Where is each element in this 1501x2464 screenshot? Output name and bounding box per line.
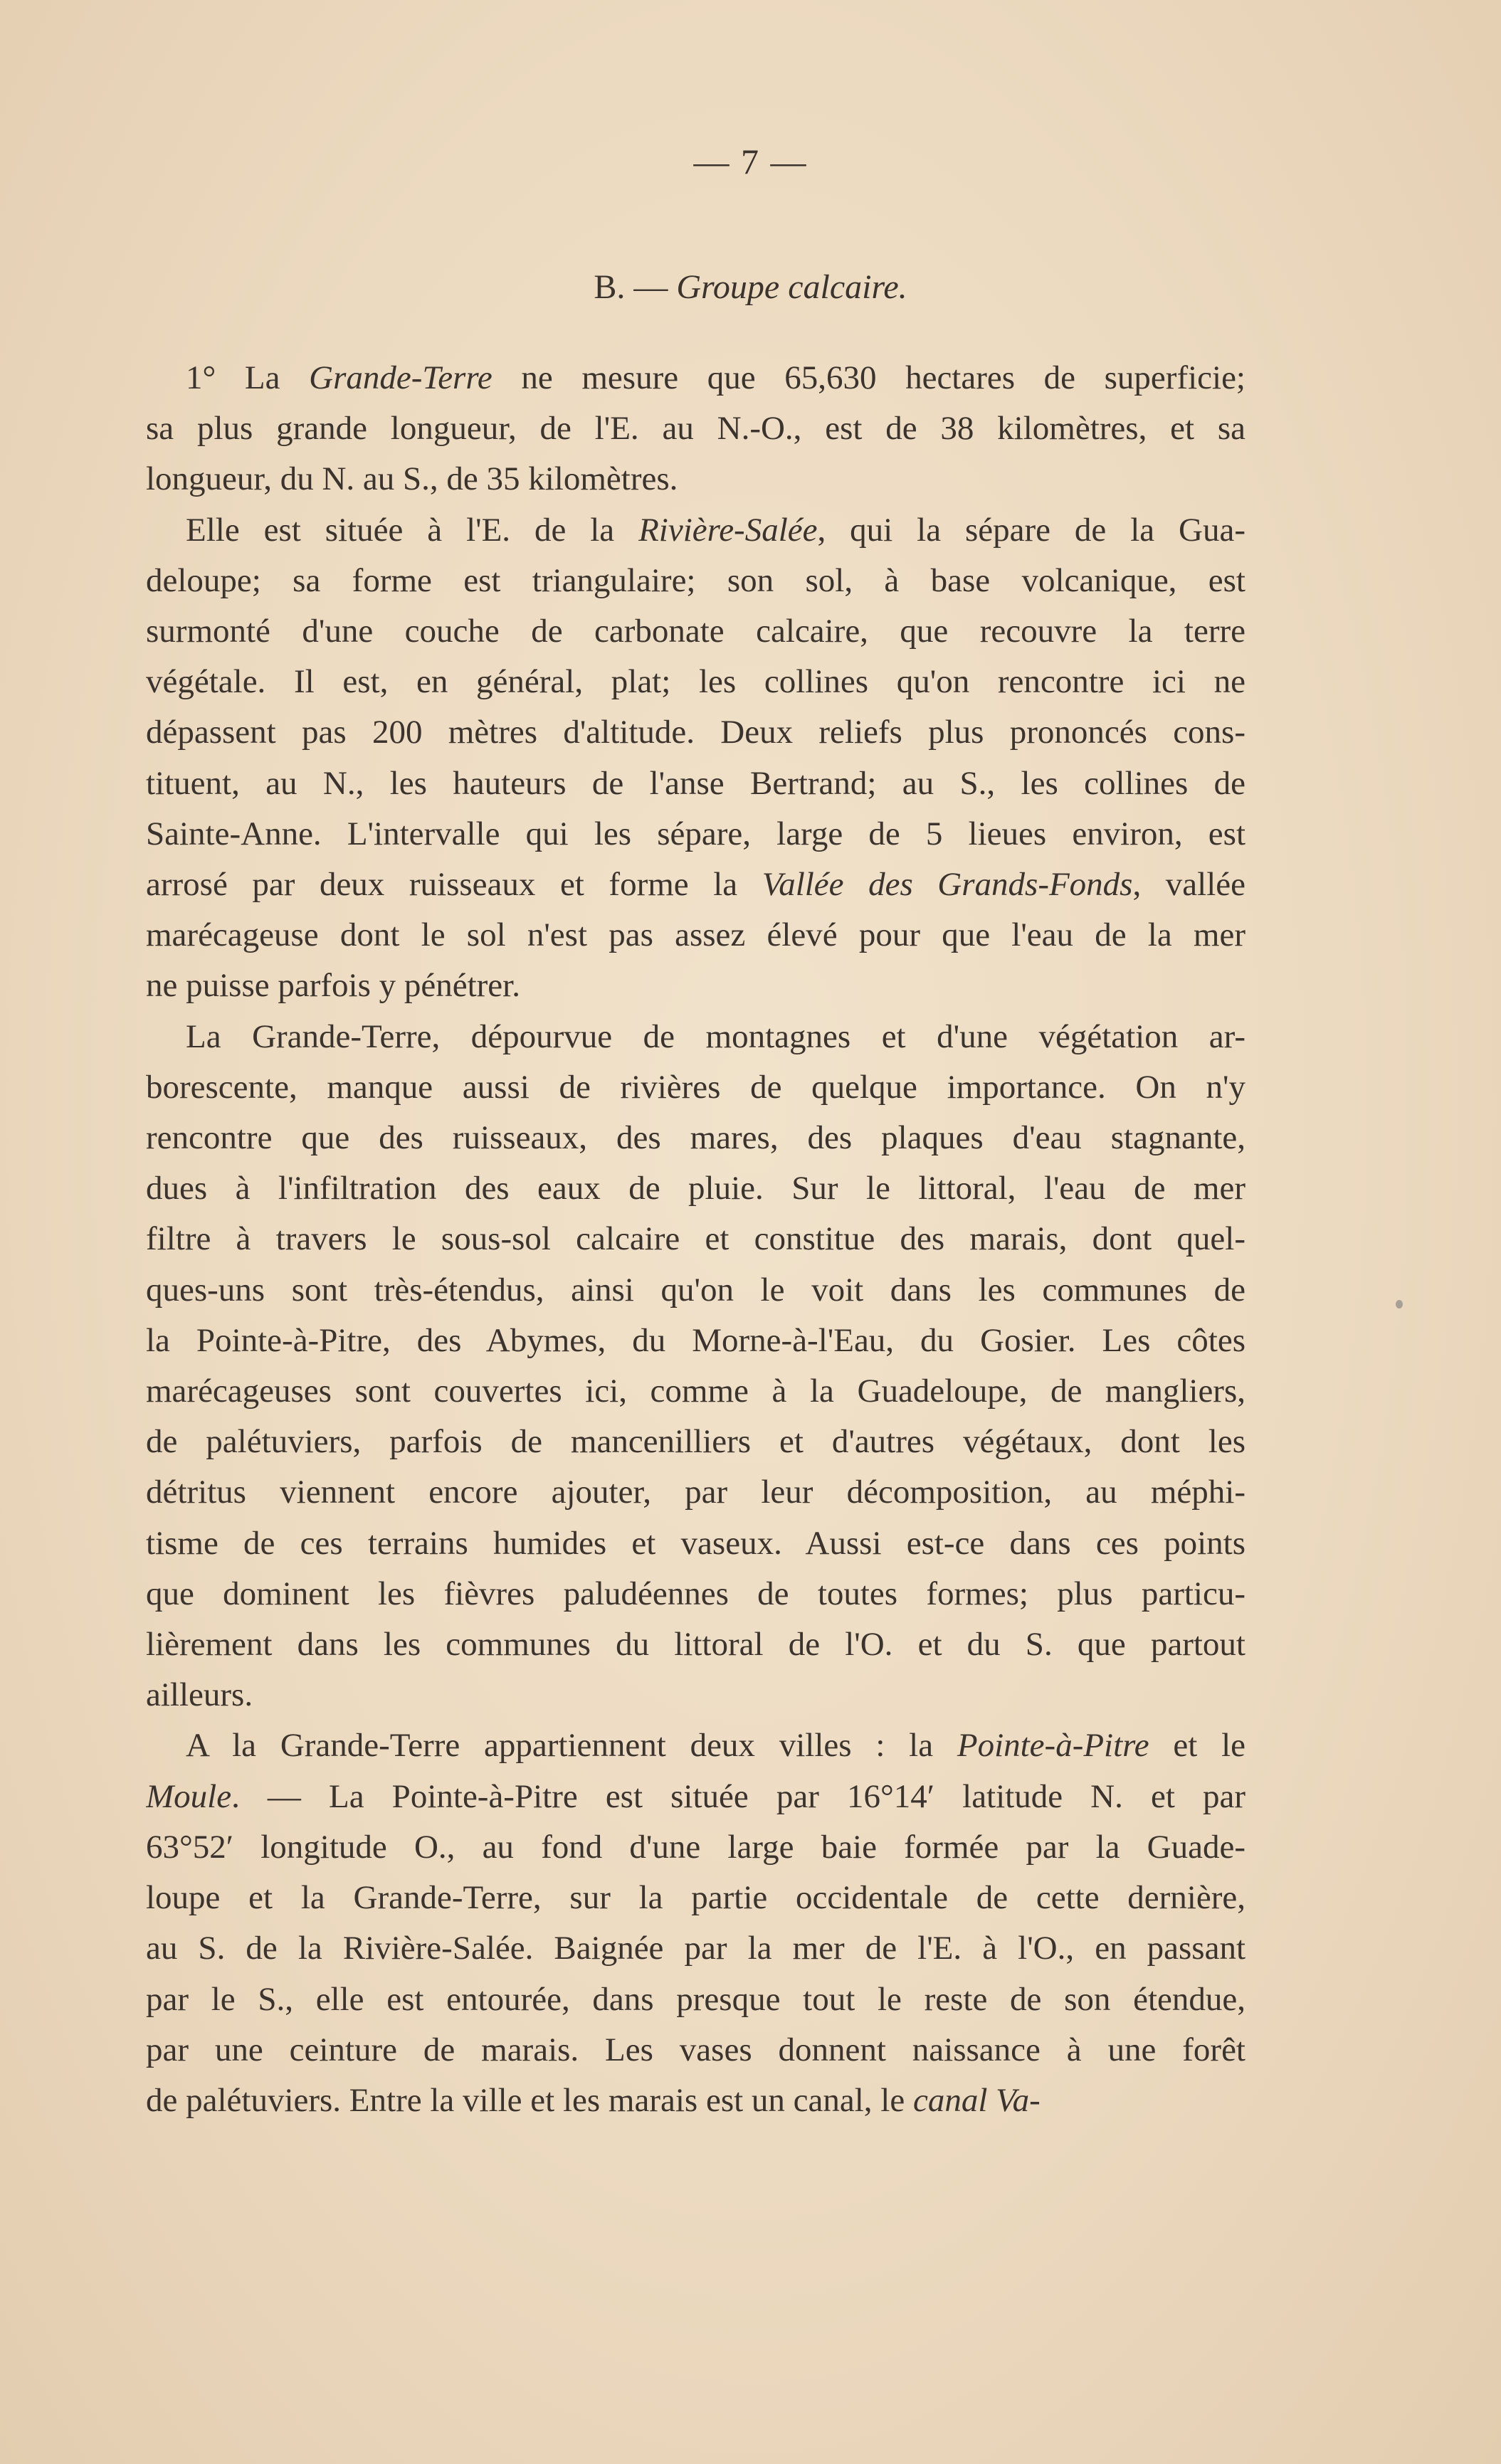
text-line	[146, 1518, 1245, 1569]
text-run: Elle est située à l'E. de la	[186, 511, 639, 549]
paragraph	[146, 505, 1245, 1012]
italic-text: Vallée des Grands-Fonds	[762, 866, 1133, 904]
text-line	[146, 961, 1245, 1011]
text-run: ailleurs.	[146, 1676, 253, 1714]
text-run: dues à l'infiltration des eaux de pluie. Sur le littoral, l'eau de mer	[146, 1170, 1245, 1207]
text-line	[146, 353, 1245, 403]
text-line	[146, 505, 1245, 556]
section-heading-title: Groupe calcaire.	[676, 268, 907, 306]
text-line	[146, 1366, 1245, 1417]
text-run: sa plus grande longueur, de l'E. au N.-O., est de 38 kilomètres, et sa	[146, 410, 1245, 448]
text-run: filtre à travers le sous-sol calcaire et constitue des marais, dont quel-	[146, 1220, 1245, 1258]
text-run: que dominent les fièvres paludéennes de toutes formes; plus particu-	[146, 1575, 1245, 1612]
italic-text: Rivière-Salée	[638, 511, 818, 549]
section-heading-prefix: B. —	[594, 268, 677, 306]
text-run: , vallée	[1132, 866, 1245, 904]
text-line	[146, 1062, 1245, 1113]
text-line	[146, 1619, 1245, 1670]
text-line	[146, 809, 1245, 860]
text-line	[146, 1569, 1245, 1619]
paragraph	[146, 1012, 1245, 1721]
italic-text: canal Va-	[912, 2081, 1041, 2119]
text-run: détritus viennent encore ajouter, par leur décomposition, au méphi-	[146, 1474, 1245, 1511]
text-run: 1° La	[186, 359, 310, 396]
text-line	[146, 1214, 1245, 1264]
text-line	[146, 1873, 1245, 1923]
text-run: tisme de ces terrains humides et vaseux. Aussi est-ce dans ces points	[146, 1524, 1245, 1562]
page-blemish	[1396, 1300, 1403, 1308]
text-line	[146, 1822, 1245, 1873]
text-run: A la Grande-Terre appartiennent deux villes : la	[186, 1727, 957, 1765]
text-run: longueur, du N. au S., de 35 kilomètres.	[146, 460, 678, 498]
text-line	[146, 758, 1245, 809]
text-line	[146, 2076, 1245, 2126]
italic-text: Moule	[146, 1777, 232, 1815]
text-run: surmonté d'une couche de carbonate calcaire, que recouvre la terre	[146, 613, 1245, 650]
text-line	[146, 1316, 1245, 1366]
text-run: . — La Pointe-à-Pitre est située par 16°14′ latitude N. et par	[231, 1777, 1245, 1815]
text-run: de palétuviers. Entre la ville et les marais est un canal, le	[146, 2081, 913, 2119]
text-line	[146, 1163, 1245, 1214]
text-run: par une ceinture de marais. Les vases donnent naissance à une forêt	[146, 2031, 1245, 2068]
italic-text: Pointe-à-Pitre	[957, 1727, 1149, 1765]
body-text	[146, 353, 1245, 2126]
text-run: de palétuviers, parfois de mancenilliers et d'autres végétaux, dont les	[146, 1423, 1245, 1461]
text-line	[146, 707, 1245, 758]
text-run: ne puisse parfois y pénétrer.	[146, 967, 520, 1005]
paragraph	[146, 353, 1245, 505]
text-run: ne mesure que 65,630 hectares de superficie;	[492, 359, 1245, 396]
text-run: La Grande-Terre, dépourvue de montagnes et d'une végétation ar-	[186, 1017, 1245, 1055]
text-run: lièrement dans les communes du littoral de l'O. et du S. que partout	[146, 1626, 1245, 1664]
text-line	[146, 1670, 1245, 1720]
text-line	[146, 1113, 1245, 1163]
text-line	[146, 1772, 1245, 1822]
text-line	[146, 403, 1245, 454]
text-run: et le	[1149, 1727, 1245, 1765]
text-run: marécageuses sont couvertes ici, comme à la Guadeloupe, de mangliers,	[146, 1373, 1245, 1410]
text-line	[146, 1974, 1245, 2025]
text-line	[146, 606, 1245, 657]
text-run: deloupe; sa forme est triangulaire; son sol, à base volcanique, est	[146, 561, 1245, 599]
text-run: dépassent pas 200 mètres d'altitude. Deux reliefs plus prononcés cons-	[146, 714, 1245, 751]
text-run: 63°52′ longitude O., au fond d'une large baie formée par la Guade-	[146, 1828, 1245, 1866]
text-run: borescente, manque aussi de rivières de quelque importance. On n'y	[146, 1068, 1245, 1106]
text-line	[146, 860, 1245, 910]
text-line	[146, 1720, 1245, 1771]
text-run: au S. de la Rivière-Salée. Baignée par la mer de l'E. à l'O., en passant	[146, 1930, 1245, 1967]
text-run: ques-uns sont très-étendus, ainsi qu'on le voit dans les communes de	[146, 1271, 1245, 1308]
text-run: arrosé par deux ruisseaux et forme la	[146, 866, 762, 904]
text-line	[146, 1923, 1245, 1974]
italic-text: Grande-Terre	[309, 359, 493, 396]
text-run: Sainte-Anne. L'intervalle qui les sépare, large de 5 lieues environ, est	[146, 815, 1245, 852]
text-run: par le S., elle est entourée, dans presque tout le reste de son étendue,	[146, 1980, 1245, 2018]
text-run: la Pointe-à-Pitre, des Abymes, du Morne-à-l'Eau, du Gosier. Les côtes	[146, 1321, 1245, 1359]
text-run: végétale. Il est, en général, plat; les collines qu'on rencontre ici ne	[146, 663, 1245, 701]
text-run: loupe et la Grande-Terre, sur la partie occidentale de cette dernière,	[146, 1879, 1245, 1917]
text-line	[146, 1012, 1245, 1062]
text-run: tituent, au N., les hauteurs de l'anse Bertrand; au S., les collines de	[146, 764, 1245, 802]
text-run: rencontre que des ruisseaux, des mares, des plaques d'eau stagnante,	[146, 1119, 1245, 1157]
paragraph	[146, 1720, 1245, 2126]
text-line	[146, 657, 1245, 707]
section-heading	[0, 268, 1501, 307]
text-run: , qui la sépare de la Gua-	[817, 511, 1245, 549]
text-run: marécageuse dont le sol n'est pas assez élevé pour que l'eau de la mer	[146, 916, 1245, 954]
text-line	[146, 2025, 1245, 2076]
text-line	[146, 910, 1245, 961]
page-number: — 7 —	[693, 142, 808, 181]
text-line	[146, 556, 1245, 606]
text-line	[146, 1467, 1245, 1518]
text-line	[146, 1265, 1245, 1316]
text-line	[146, 454, 1245, 504]
text-line	[146, 1417, 1245, 1467]
